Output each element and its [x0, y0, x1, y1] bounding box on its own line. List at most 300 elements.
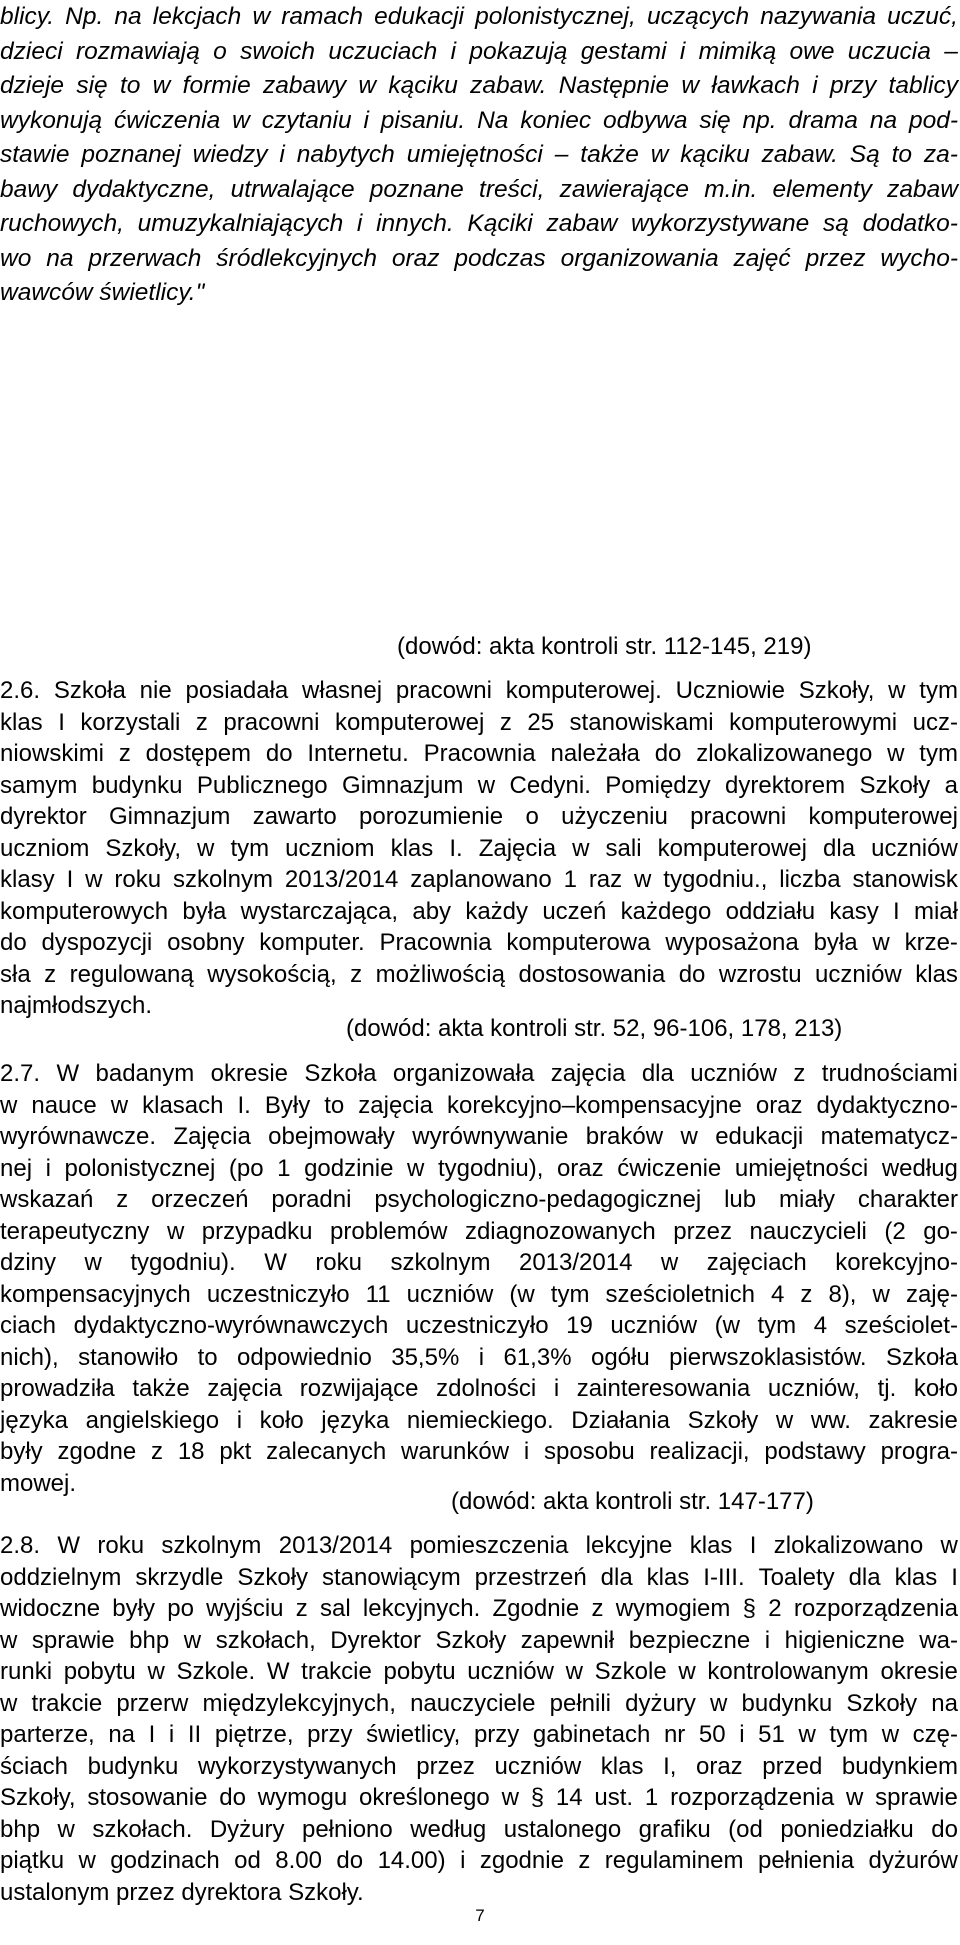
word: przy	[473, 1721, 520, 1748]
word: poradni	[271, 1186, 352, 1213]
word: np.	[742, 106, 777, 134]
word: dzieje	[0, 72, 65, 99]
word: zabaw.	[761, 141, 838, 168]
word: miał	[913, 897, 958, 925]
word: miały	[779, 1186, 836, 1213]
word: 2	[768, 1595, 782, 1622]
word: wycho-	[880, 244, 958, 272]
text-line	[0, 1846, 958, 1875]
word: (w	[509, 1280, 535, 1308]
word: I.	[237, 1091, 251, 1119]
word: budynku	[87, 1752, 179, 1780]
word: dyżurów	[868, 1847, 958, 1874]
word: z	[350, 960, 363, 988]
word: Szkoła	[885, 1343, 958, 1371]
word: szkolnym	[390, 1249, 491, 1276]
text-line	[0, 1311, 958, 1340]
word: nazywania	[760, 3, 876, 30]
word: i	[279, 141, 285, 168]
word: przerw	[116, 1689, 189, 1717]
word: Pracownia	[423, 740, 536, 767]
word: w	[680, 1123, 698, 1150]
word: charakter	[857, 1186, 958, 1213]
word: stanowiskami	[569, 708, 714, 736]
word: ww.	[810, 1406, 851, 1434]
word: także	[132, 1375, 190, 1402]
word: matematycz-	[820, 1123, 958, 1150]
word: ciach	[0, 1312, 57, 1339]
word: w	[887, 740, 905, 767]
word: zlokalizowano	[773, 1532, 924, 1559]
word: z	[800, 1280, 813, 1308]
word: I	[893, 897, 900, 925]
word: swoich	[240, 37, 316, 65]
word: stanowiącym	[321, 1563, 461, 1591]
word: komputerowej	[808, 803, 958, 830]
word: w	[881, 1721, 900, 1748]
word: 4	[770, 1280, 785, 1308]
text-line	[0, 1059, 958, 1088]
word: wa-	[919, 1626, 958, 1654]
word: komputerowej.	[505, 677, 662, 704]
word: także	[580, 141, 639, 168]
word: dzieci	[0, 37, 63, 65]
word: zawierające	[559, 175, 689, 203]
word: II	[187, 1721, 202, 1748]
word: na	[869, 106, 898, 134]
word: zainteresowania	[576, 1375, 751, 1402]
word: do	[931, 1815, 958, 1843]
word: dla	[823, 834, 856, 862]
text-line	[0, 802, 958, 831]
word: przerwach	[88, 244, 202, 272]
word: zakresie	[868, 1406, 958, 1434]
word: 35,5%	[391, 1343, 460, 1371]
text-line	[0, 140, 958, 169]
word: stawie	[0, 141, 70, 168]
word: zaję-	[905, 1280, 958, 1308]
word: zgodnie	[479, 1847, 564, 1874]
word: parterze,	[0, 1721, 95, 1748]
word: 61,3%	[503, 1343, 572, 1371]
word: i	[739, 1721, 745, 1748]
word: przy	[307, 1721, 353, 1748]
text-line	[0, 209, 958, 238]
word: do	[0, 929, 27, 956]
word: zapewnił	[520, 1626, 615, 1654]
word: 1	[563, 866, 577, 893]
word: niemieckiego.	[406, 1406, 554, 1434]
word: komputerowej	[657, 834, 807, 862]
word: 4	[813, 1312, 828, 1339]
word: uczucia	[847, 37, 931, 65]
word: zlokalizowanego	[696, 740, 873, 767]
text-line	[0, 1594, 958, 1623]
word: posiadała	[185, 677, 289, 704]
word: badanym	[95, 1060, 195, 1087]
word: szkołach.	[92, 1815, 193, 1843]
word: z	[295, 1595, 308, 1622]
word: uczestniczyło	[405, 1312, 549, 1339]
word: z	[118, 740, 131, 767]
word: 2013/2014	[284, 866, 399, 893]
word: w	[0, 1689, 18, 1717]
word: to	[324, 1091, 345, 1119]
word: bhp	[0, 1815, 41, 1843]
word: klas	[894, 1563, 938, 1591]
word: piątku	[0, 1847, 65, 1874]
word: w	[888, 677, 906, 704]
word: w	[0, 1091, 18, 1119]
word: w	[110, 1091, 129, 1119]
word: higieniczne	[784, 1626, 905, 1654]
word: wyjściu	[206, 1595, 284, 1622]
page-number: 7	[475, 1906, 485, 1925]
word: godzinach	[110, 1847, 220, 1874]
word: Szkoły,	[0, 1784, 76, 1811]
word: w	[166, 1217, 185, 1245]
word: 8),	[828, 1280, 857, 1308]
word: 1	[644, 1784, 659, 1811]
word: prowadziła	[0, 1375, 115, 1402]
word: Internetu.	[307, 740, 409, 767]
word: tygodniu).	[130, 1249, 236, 1276]
word: nauczycieli	[749, 1217, 867, 1245]
word: własnej	[302, 677, 383, 704]
word: w	[846, 1784, 864, 1811]
word: z	[195, 708, 208, 736]
word: bhp	[129, 1626, 170, 1654]
word: zalecanych	[266, 1438, 387, 1465]
word: w	[197, 834, 215, 862]
word: z	[151, 1438, 164, 1465]
text-line	[0, 1437, 958, 1466]
word: były	[112, 1595, 155, 1622]
word: roku	[114, 866, 162, 893]
word: Np.	[65, 3, 104, 30]
text-line	[0, 1406, 958, 1435]
word: w	[252, 3, 271, 30]
text-line	[0, 1626, 958, 1655]
word: w	[152, 72, 171, 99]
word: Kąciki	[467, 210, 533, 237]
word: do	[219, 1784, 246, 1811]
word: przez	[673, 1217, 732, 1245]
word: na	[931, 1689, 958, 1717]
word: klas	[0, 708, 43, 736]
word: formie	[182, 72, 251, 99]
word: w	[660, 1249, 679, 1276]
word: wykorzystywane	[630, 210, 810, 237]
word: dydaktyczne,	[72, 175, 216, 203]
word: okresie	[880, 1658, 958, 1685]
word: liczba	[779, 866, 841, 893]
word: komputerowej	[334, 708, 485, 736]
word: go-	[923, 1217, 958, 1245]
word: i	[460, 1847, 466, 1874]
word: Toalety	[758, 1563, 835, 1591]
word: I	[66, 866, 74, 893]
word: wyrównawcze.	[0, 1123, 157, 1150]
word: bezpieczne	[628, 1626, 751, 1654]
word: realizacji,	[649, 1438, 750, 1465]
word: tym	[919, 677, 958, 704]
word: Szkole	[594, 1658, 667, 1685]
word: braków	[585, 1123, 664, 1150]
word: podczas	[454, 244, 546, 272]
word: według	[881, 1154, 958, 1182]
word: zabawy	[263, 72, 347, 99]
word: edukacji	[715, 1123, 804, 1150]
word: poniedziałku	[780, 1815, 914, 1843]
word: wystarczająca,	[240, 897, 399, 925]
word: pomieszczenia	[409, 1532, 569, 1559]
word: dodatko-	[862, 210, 958, 237]
word: tym	[919, 740, 958, 767]
word: możliwością	[375, 960, 505, 988]
text-line	[0, 175, 958, 204]
word: się	[699, 106, 731, 134]
word: Zajęcia	[478, 834, 557, 862]
word: wykonują	[0, 106, 103, 134]
word: zajęciach	[706, 1249, 807, 1276]
word: 14.00)	[377, 1847, 446, 1874]
word: w	[634, 866, 652, 893]
word: (od	[728, 1815, 763, 1843]
word: tym	[757, 1312, 797, 1339]
word: sposobu	[544, 1438, 635, 1465]
word: dyrektorem	[725, 771, 846, 799]
text-line	[0, 1563, 958, 1592]
word: z	[44, 960, 57, 988]
word: polonistycznej,	[475, 3, 636, 30]
word: z	[591, 1595, 604, 1622]
text-line	[0, 1217, 958, 1246]
word: oraz	[755, 1091, 803, 1119]
word: Szkole.	[176, 1658, 256, 1685]
word: wysokością,	[207, 960, 337, 988]
word: m.in.	[704, 175, 758, 203]
word: w	[85, 866, 103, 893]
word: a	[944, 771, 958, 799]
word: wskazań	[0, 1186, 94, 1213]
word: W	[56, 1060, 80, 1087]
word: zajęcia	[207, 1375, 283, 1402]
word: 2013/2014	[278, 1532, 393, 1559]
word: i	[523, 1438, 530, 1465]
word: stosowanie	[87, 1784, 208, 1811]
word: 19	[566, 1312, 593, 1339]
word: nr	[663, 1721, 686, 1748]
word: drama	[788, 106, 858, 134]
word: pełnili	[549, 1689, 612, 1717]
text-line	[0, 1154, 958, 1183]
word: psychologiczno-pedagogicznej	[374, 1186, 702, 1213]
citation-2: (dowód: akta kontroli str. 52, 96-106, 178, 213)	[346, 1015, 843, 1042]
word: pracowni	[690, 803, 787, 830]
word: tygodniu.,	[663, 866, 768, 893]
word: angielskiego	[85, 1406, 220, 1434]
word: w	[572, 834, 590, 862]
word: przypadku	[201, 1217, 313, 1245]
word: pełniono	[301, 1815, 393, 1843]
word: w	[477, 771, 496, 799]
word: zdolności	[436, 1375, 537, 1402]
word: komputerowa	[506, 929, 651, 956]
word: pracowni	[223, 708, 320, 736]
text-line	[0, 71, 958, 100]
word: Szkoły	[687, 1406, 759, 1434]
word: Na	[477, 106, 509, 134]
word: szkolnym	[161, 1532, 262, 1559]
word: Były	[264, 1091, 311, 1119]
word: w	[84, 1249, 102, 1276]
word: orzeczeń	[151, 1186, 249, 1213]
word: w	[183, 1626, 202, 1654]
text-line	[0, 1185, 958, 1214]
word: Szkoła	[53, 677, 126, 704]
word: czytaniu	[261, 106, 352, 134]
word: raz	[588, 866, 623, 893]
word: nie	[139, 677, 172, 704]
word: wyposażona	[665, 929, 799, 956]
word: koło	[259, 1406, 304, 1434]
text-line	[0, 676, 958, 705]
word: ramach	[281, 3, 363, 30]
word: tym	[550, 1280, 590, 1308]
word: czę-	[912, 1721, 958, 1748]
word: ucz-	[912, 708, 958, 736]
word: uczniów	[690, 1060, 777, 1087]
word: pierwszoklasistów.	[669, 1343, 867, 1371]
word: 2013/2014	[518, 1249, 633, 1276]
text-line	[0, 2, 958, 31]
word: kompensacyjnych	[0, 1280, 191, 1308]
word: dla	[600, 1563, 633, 1591]
word: przed	[762, 1752, 823, 1780]
word: korekcyjno–kompensacyjne	[447, 1091, 742, 1119]
word: problemów	[330, 1217, 448, 1245]
word: i	[356, 210, 363, 237]
word: obejmowały	[268, 1123, 395, 1150]
word: rozporządzenia	[670, 1784, 835, 1811]
text-line	[0, 960, 958, 989]
word: według	[410, 1815, 487, 1843]
word: umiejętności	[406, 141, 543, 168]
word: odbywa	[603, 106, 688, 134]
word: umiejętności	[734, 1154, 869, 1182]
word: krze-	[904, 929, 958, 956]
word: to	[891, 141, 913, 168]
word: budynkiem	[841, 1752, 958, 1780]
word: za-	[923, 141, 958, 168]
word: budynku	[91, 771, 183, 799]
word: (2	[884, 1217, 906, 1245]
word: ogółu	[590, 1343, 650, 1371]
word: uczniów,	[767, 1375, 860, 1402]
word: przez	[416, 1752, 475, 1780]
word: do	[336, 1847, 364, 1874]
word: w	[407, 1154, 425, 1182]
word: szkołach,	[215, 1626, 316, 1654]
word: uczuciach	[328, 37, 438, 65]
word: odpowiednio	[237, 1343, 372, 1371]
word: elementy	[772, 175, 872, 203]
word: każdego	[620, 897, 712, 925]
text-line	[0, 1122, 958, 1151]
word: wiedzy	[192, 141, 268, 168]
word: uczniów	[467, 1658, 554, 1685]
word: widoczne	[0, 1595, 101, 1622]
word: progra-	[880, 1438, 958, 1465]
text-line	[0, 928, 958, 957]
text-line	[0, 834, 958, 863]
word: uczeń	[542, 897, 607, 925]
word: treści,	[479, 175, 545, 203]
word: szkolnym	[172, 866, 273, 893]
text-line	[0, 37, 958, 66]
word: kontrolowanym	[707, 1658, 869, 1685]
word: uczestniczyło	[206, 1280, 350, 1308]
word: Pracownia	[379, 929, 492, 956]
word: w	[0, 1626, 18, 1654]
word: §	[530, 1784, 545, 1811]
word: po	[167, 1595, 194, 1622]
word: sprawie	[875, 1784, 958, 1811]
word: pkt	[219, 1438, 252, 1465]
word: kasy	[829, 897, 879, 925]
word: podstawy	[764, 1438, 866, 1465]
word: sześciolet-	[844, 1312, 958, 1339]
word: ruchowych,	[0, 210, 124, 237]
word: w	[650, 141, 669, 168]
word: godzinie	[304, 1154, 394, 1182]
word: oraz	[695, 1752, 743, 1780]
word: 2.7.	[0, 1060, 41, 1087]
word: tym	[829, 1721, 869, 1748]
word: trudnościami	[821, 1060, 958, 1087]
word: utrwalające	[230, 175, 355, 203]
word: tablicy	[888, 72, 958, 99]
word: wymogiem	[615, 1595, 731, 1622]
word: organizowania	[560, 244, 719, 272]
word: stanowisk	[852, 866, 958, 893]
word: języka	[321, 1406, 390, 1434]
text-line	[0, 771, 958, 800]
word: pełnienia	[757, 1847, 855, 1874]
word: ćwiczenie	[617, 1154, 722, 1182]
text-line	[0, 1752, 958, 1781]
word: lekcyjne	[585, 1532, 673, 1559]
word: (w	[714, 1312, 740, 1339]
word: z	[578, 1847, 591, 1874]
word: to	[119, 72, 141, 99]
word: 2.6.	[0, 677, 41, 704]
word: z	[499, 708, 512, 736]
word: 14	[555, 1784, 583, 1811]
word: Szkoły	[435, 1626, 507, 1654]
word: kąciku	[388, 72, 458, 99]
word: skrzydle	[135, 1563, 224, 1591]
word: W	[264, 1249, 287, 1276]
word: przez	[805, 244, 866, 272]
word: Szkoły,	[105, 834, 181, 862]
word: dostosowania	[518, 960, 666, 988]
word: wykorzystywanych	[197, 1752, 397, 1780]
word: regulaminem	[604, 1847, 744, 1874]
word: Zgodnie	[492, 1595, 580, 1622]
word: samym	[0, 771, 78, 799]
